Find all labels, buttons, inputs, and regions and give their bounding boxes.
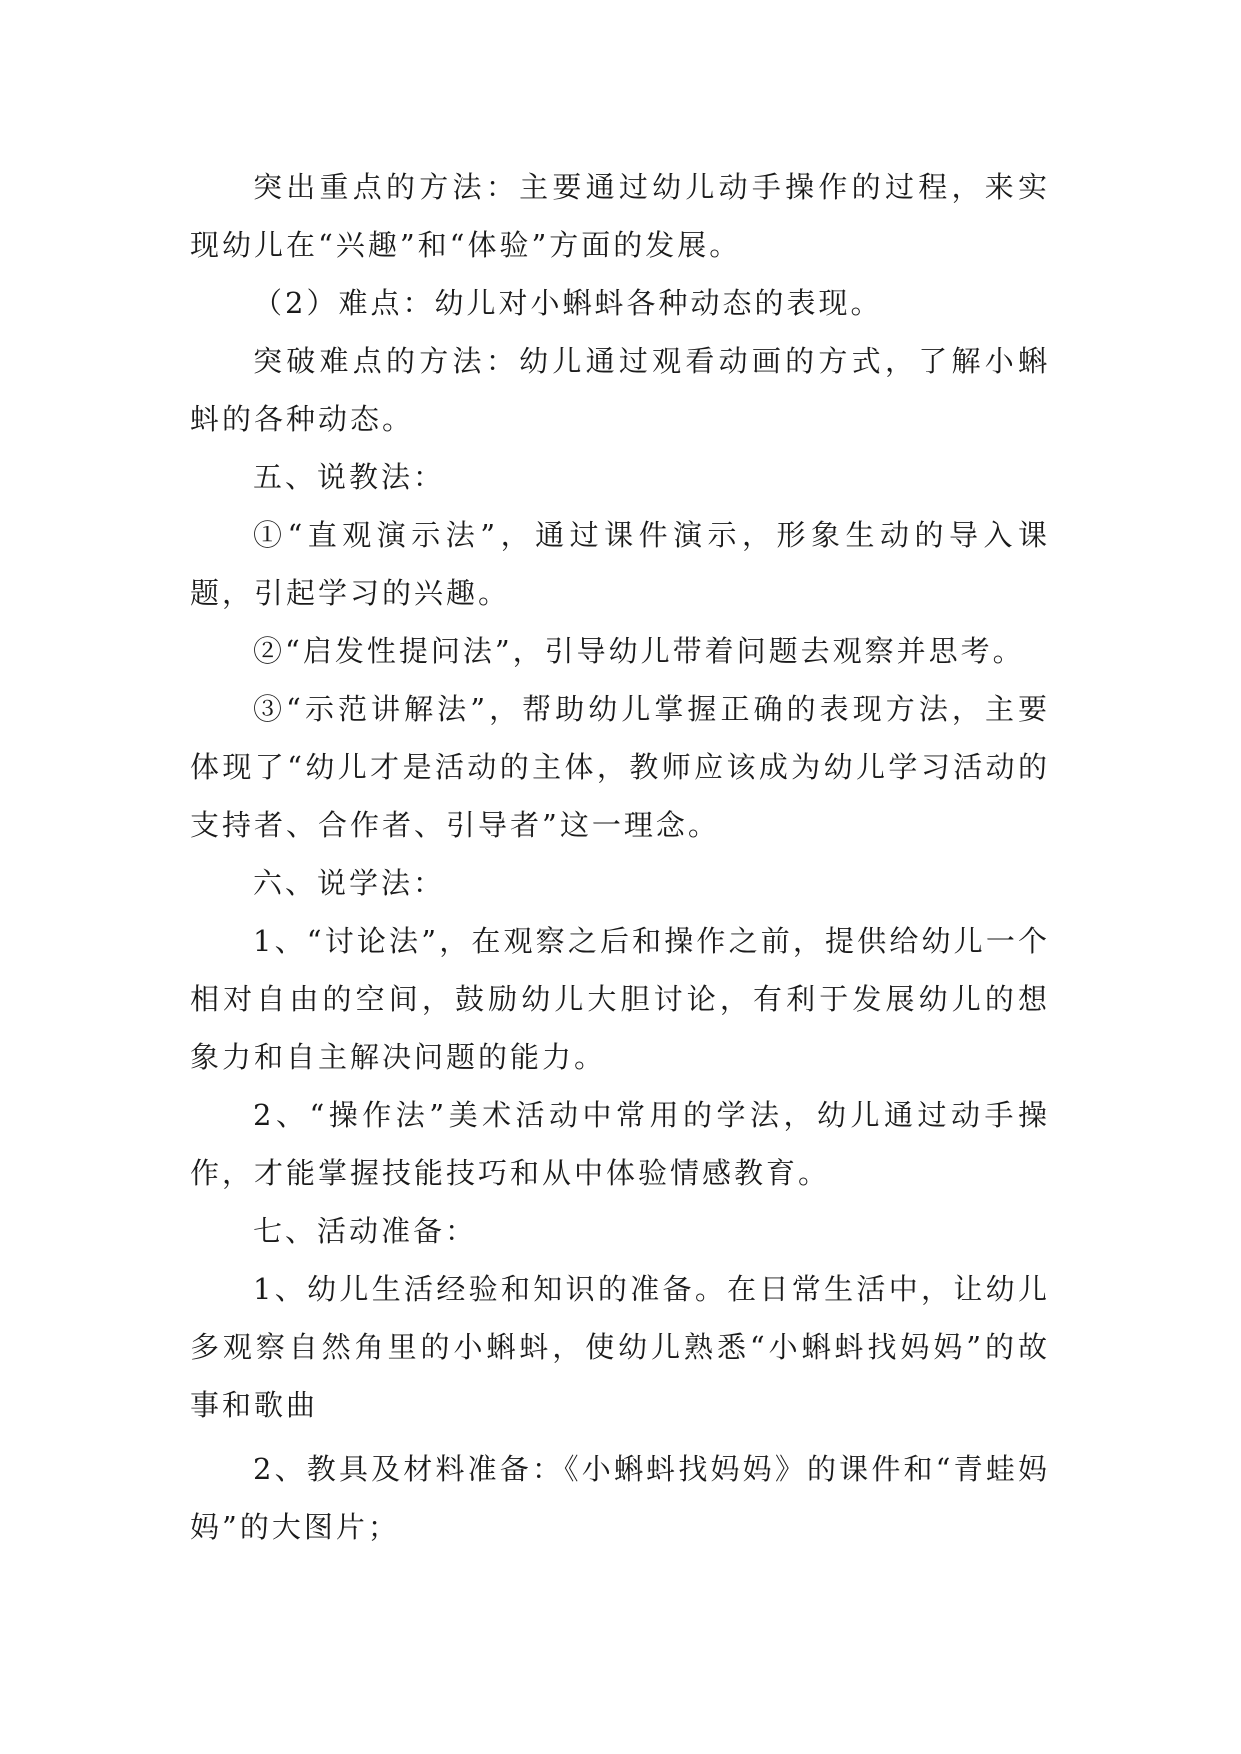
heading-activity-preparation: 七、活动准备： <box>253 1214 478 1248</box>
paragraph-preparation-2: 2、教具及材料准备：《小蝌蚪找妈妈》的课件和“青蛙妈妈”的大图片； <box>190 1452 1050 1544</box>
paragraph-learning-method-2: 2、“操作法”美术活动中常用的学法，幼儿通过动手操作，才能掌握技能技巧和从中体验情感教育。 <box>190 1098 1050 1190</box>
paragraph-difficulty-method: 突破难点的方法：幼儿通过观看动画的方式，了解小蝌蚪的各种动态。 <box>190 344 1050 436</box>
paragraph-key-point-method: 突出重点的方法：主要通过幼儿动手操作的过程，来实现幼儿在“兴趣”和“体验”方面的发展。 <box>190 170 1050 262</box>
paragraph-teaching-method-1: ①“直观演示法”，通过课件演示，形象生动的导入课题，引起学习的兴趣。 <box>190 518 1050 610</box>
paragraph-difficulty: （2）难点：幼儿对小蝌蚪各种动态的表现。 <box>253 286 883 320</box>
paragraph-preparation-1: 1、幼儿生活经验和知识的准备。在日常生活中，让幼儿多观察自然角里的小蝌蚪，使幼儿熟悉“小蝌蚪找妈妈”的故事和歌曲 <box>190 1272 1050 1422</box>
paragraph-learning-method-1: 1、“讨论法”，在观察之后和操作之前，提供给幼儿一个相对自由的空间，鼓励幼儿大胆讨论，有利于发展幼儿的想象力和自主解决问题的能力。 <box>190 924 1050 1074</box>
heading-teaching-methods: 五、说教法： <box>253 460 446 494</box>
paragraph-teaching-method-2: ②“启发性提问法”，引导幼儿带着问题去观察并思考。 <box>253 634 1025 668</box>
heading-learning-methods: 六、说学法： <box>253 866 446 900</box>
paragraph-teaching-method-3: ③“示范讲解法”，帮助幼儿掌握正确的表现方法，主要体现了“幼儿才是活动的主体，教师应该成为幼儿学习活动的支持者、合作者、引导者”这一理念。 <box>190 692 1050 842</box>
document-body <box>190 158 1050 1556</box>
